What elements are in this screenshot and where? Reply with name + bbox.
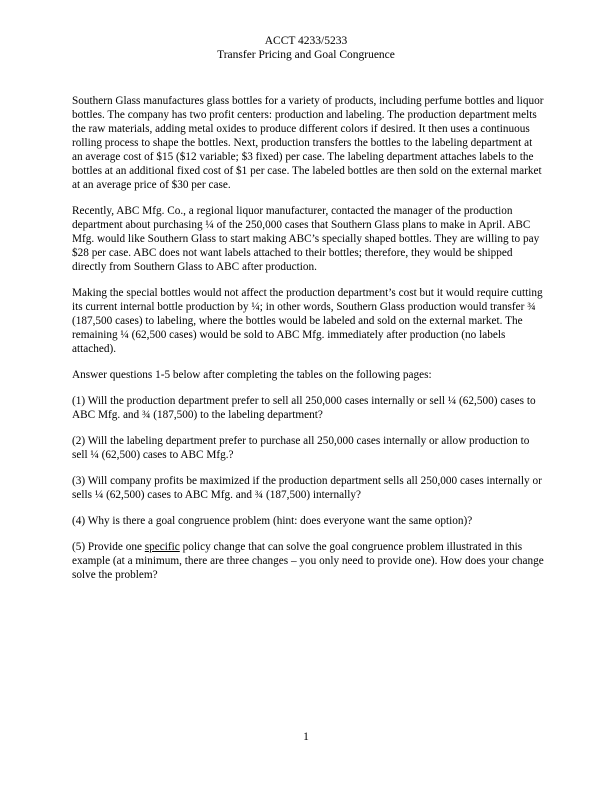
question-4: (4) Why is there a goal congruence problem (hint: does everyone want the same option)? xyxy=(72,515,473,527)
page-number: 1 xyxy=(303,731,309,743)
question-5-lead: (5) Provide one xyxy=(72,541,145,553)
document-body xyxy=(72,94,544,594)
paragraph-abc-offer: Recently, ABC Mfg. Co., a regional liquor manufacturer, contacted the manager of the production department about purchasing ¼ of the 250,000 cases that Southern Glass plans to make in April. ABC Mfg. would like Southern Glass to start making ABC’s specially shaped bottles. They are willing to pay $28 per case. ABC does not want labels attached to their bottles; therefore, they would be shipped directly from Southern Glass to ABC after production. xyxy=(72,205,540,273)
paragraph-instructions: Answer questions 1-5 below after completing the tables on the following pages: xyxy=(72,369,432,381)
paragraph-intro: Southern Glass manufactures glass bottles for a variety of products, including perfume bottles and liquor bottles. The company has two profit centers: production and labeling. The production department melts the raw materials, adding metal oxides to produce different colors if desired. It then uses a continuous rolling process to shape the bottles. Next, production transfers the bottles to the labeling department at an average cost of $15 ($12 variable; $3 fixed) per case. The labeling department attaches labels to the bottles at an additional fixed cost of $1 per case. The labeled bottles are then sold on the external market at an average price of $30 per case. xyxy=(72,95,544,191)
document-title: Transfer Pricing and Goal Congruence xyxy=(217,49,395,61)
question-5-emphasis: specific xyxy=(144,541,180,553)
question-5-rest: policy change that can solve the goal congruence problem illustrated in this example (at a minimum, there are three changes – you only need to provide one). How does your change solve the problem? xyxy=(72,541,544,581)
paragraph-special-bottles: Making the special bottles would not affect the production department’s cost but it would require cutting its current internal bottle production by ¼; in other words, Southern Glass production would transfer ¾ (187,500 cases) to labeling, where the bottles would be labeled and sold on the external market. The remaining ¼ (62,500 cases) would be sold to ABC Mfg. immediately after production (no labels attached). xyxy=(72,287,543,355)
course-code: ACCT 4233/5233 xyxy=(264,35,348,47)
document-header xyxy=(0,34,612,62)
question-3: (3) Will company profits be maximized if the production department sells all 250,000 cases internally or sells ¼ (62,500) cases to ABC Mfg. and ¾ (187,500) internally? xyxy=(72,475,542,501)
question-5 xyxy=(72,540,544,582)
question-2: (2) Will the labeling department prefer to purchase all 250,000 cases internally or allow production to sell ¼ (62,500) cases to ABC Mfg.? xyxy=(72,435,530,461)
question-1: (1) Will the production department prefer to sell all 250,000 cases internally or sell ¼ (62,500) cases to ABC Mfg. and ¾ (187,500) to the labeling department? xyxy=(72,395,536,421)
